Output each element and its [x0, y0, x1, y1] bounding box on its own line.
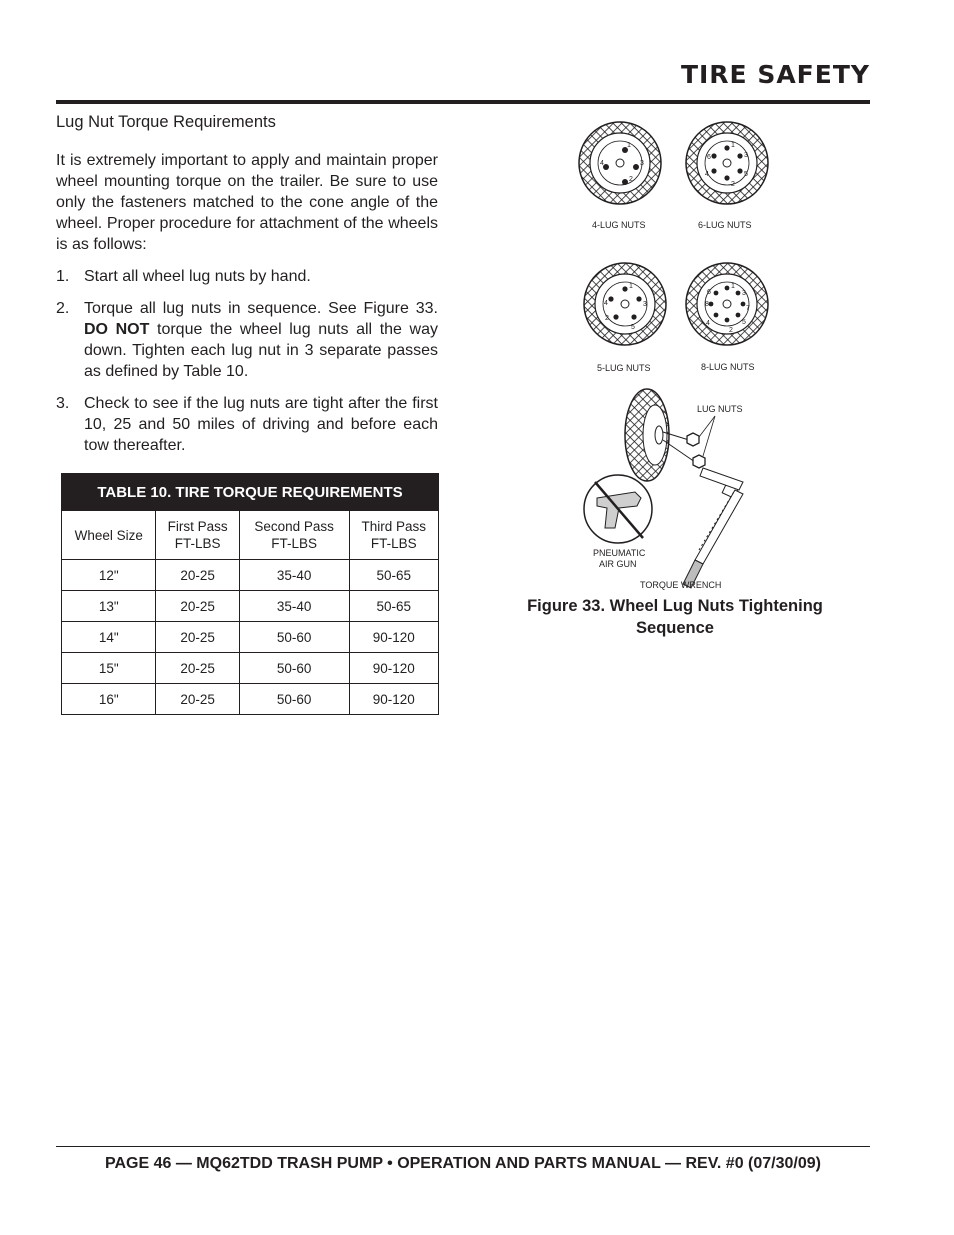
step-text [84, 298, 438, 382]
table-cell: 50-60 [239, 622, 349, 653]
svg-text:1: 1 [627, 142, 631, 149]
table-cell: 50-65 [349, 591, 438, 622]
wheel-5-lug-icon [584, 263, 666, 345]
table-cell: 20-25 [156, 591, 239, 622]
table-cell: 20-25 [156, 560, 239, 591]
step-text: Start all wheel lug nuts by hand. [84, 268, 311, 285]
svg-text:3: 3 [640, 160, 644, 167]
svg-text:5: 5 [742, 319, 746, 326]
table-caption: TABLE 10. TIRE TORQUE REQUIREMENTS [62, 474, 439, 511]
label-torque-wrench: TORQUE WRENCH [640, 580, 722, 590]
list-item [56, 393, 438, 456]
header-label: Third Pass [361, 519, 427, 534]
footer-rule [56, 1146, 870, 1147]
torque-table [61, 473, 439, 715]
label-lug-nuts: LUG NUTS [697, 404, 743, 414]
table-cell: 20-25 [156, 684, 239, 715]
table-cell: 35-40 [239, 591, 349, 622]
svg-text:3: 3 [744, 152, 748, 159]
table-cell: 90-120 [349, 622, 438, 653]
caption-line-1: Figure 33. Wheel Lug Nuts Tightening [527, 597, 823, 615]
label-8-lug: 8-LUG NUTS [701, 362, 755, 372]
svg-text:5: 5 [631, 324, 635, 331]
table-cell: 14" [62, 622, 156, 653]
figure-caption [510, 595, 840, 639]
svg-text:2: 2 [729, 327, 733, 334]
column-header [62, 511, 156, 560]
svg-text:4: 4 [706, 320, 710, 327]
wheel-lug-figure [575, 110, 775, 595]
label-pneumatic: PNEUMATIC [593, 548, 646, 558]
intro-paragraph: It is extremely important to apply and maintain proper wheel mounting torque on the trailer. Be sure to use only the fasteners matched to the cone angle of the wheel. Proper procedure for attachment of the wheels is as follows: [56, 152, 438, 253]
step-text: Check to see if the lug nuts are tight after the first 10, 25 and 50 miles of driving and before each tow thereafter. [84, 395, 438, 454]
page-footer: PAGE 46 — MQ62TDD TRASH PUMP • OPERATION AND PARTS MANUAL — REV. #0 (07/30/09) [105, 1155, 821, 1172]
wheel-side-icon [625, 389, 695, 481]
caption-line-2: Sequence [636, 619, 714, 637]
svg-text:1: 1 [629, 283, 633, 290]
table-row [62, 622, 439, 653]
svg-text:2: 2 [731, 181, 735, 188]
header-unit: FT-LBS [174, 536, 221, 551]
table-row [62, 653, 439, 684]
wheel-4-lug-icon [579, 122, 661, 204]
svg-text:4: 4 [705, 171, 709, 178]
svg-text:5: 5 [744, 171, 748, 178]
subheading: Lug Nut Torque Requirements [56, 113, 276, 131]
table-row [62, 591, 439, 622]
list-item [56, 266, 438, 287]
svg-text:4: 4 [600, 160, 604, 167]
table-row [62, 684, 439, 715]
svg-text:1: 1 [731, 283, 735, 290]
header-label: Second Pass [254, 519, 334, 534]
svg-text:1: 1 [731, 142, 735, 149]
step-text-part: torque the wheel lug nuts all the way down. Tighten each lug nut in 3 separate passes as defined by Table 10. [84, 321, 438, 380]
svg-text:3: 3 [742, 290, 746, 297]
label-4-lug: 4-LUG NUTS [592, 220, 646, 230]
torque-wrench-icon [683, 468, 743, 588]
table-cell: 50-65 [349, 560, 438, 591]
warning-emphasis: DO NOT [84, 321, 150, 338]
header-unit: FT-LBS [370, 536, 417, 551]
main-text-column [56, 112, 438, 467]
header-label: First Pass [167, 519, 228, 534]
wheel-8-lug-icon [686, 263, 768, 345]
lug-nut-icon [687, 416, 715, 468]
pneumatic-air-gun-icon [584, 475, 652, 543]
table-cell: 12" [62, 560, 156, 591]
table-cell: 15" [62, 653, 156, 684]
table-cell: 35-40 [239, 560, 349, 591]
steps-list [56, 266, 438, 456]
step-number: 2. [56, 300, 70, 317]
svg-text:2: 2 [629, 176, 633, 183]
header-rule [56, 100, 870, 104]
column-header [156, 511, 239, 560]
svg-text:7: 7 [746, 305, 750, 312]
step-number: 1. [56, 268, 70, 285]
svg-text:3: 3 [643, 301, 647, 308]
step-text-part: Torque all lug nuts in sequence. See Figure 33. [84, 300, 438, 317]
page-title: TIRE SAFETY [680, 60, 870, 89]
svg-text:6: 6 [707, 154, 711, 161]
svg-text:2: 2 [605, 315, 609, 322]
table-cell: 16" [62, 684, 156, 715]
table-cell: 50-60 [239, 653, 349, 684]
label-air-gun: AIR GUN [599, 559, 637, 569]
table-cell: 90-120 [349, 653, 438, 684]
table-cell: 50-60 [239, 684, 349, 715]
column-header [349, 511, 438, 560]
column-header [239, 511, 349, 560]
wheel-6-lug-icon [686, 122, 768, 204]
table-cell: 90-120 [349, 684, 438, 715]
header-label: Wheel Size [74, 527, 143, 543]
svg-text:8: 8 [705, 301, 709, 308]
step-number: 3. [56, 395, 70, 412]
svg-text:4: 4 [604, 300, 608, 307]
list-item [56, 298, 438, 382]
svg-text:6: 6 [707, 289, 711, 296]
header-unit: FT-LBS [271, 536, 318, 551]
table-cell: 20-25 [156, 622, 239, 653]
table-cell: 13" [62, 591, 156, 622]
table-header-row [62, 511, 439, 560]
table-cell: 20-25 [156, 653, 239, 684]
label-6-lug: 6-LUG NUTS [698, 220, 752, 230]
table-row [62, 560, 439, 591]
label-5-lug: 5-LUG NUTS [597, 363, 651, 373]
